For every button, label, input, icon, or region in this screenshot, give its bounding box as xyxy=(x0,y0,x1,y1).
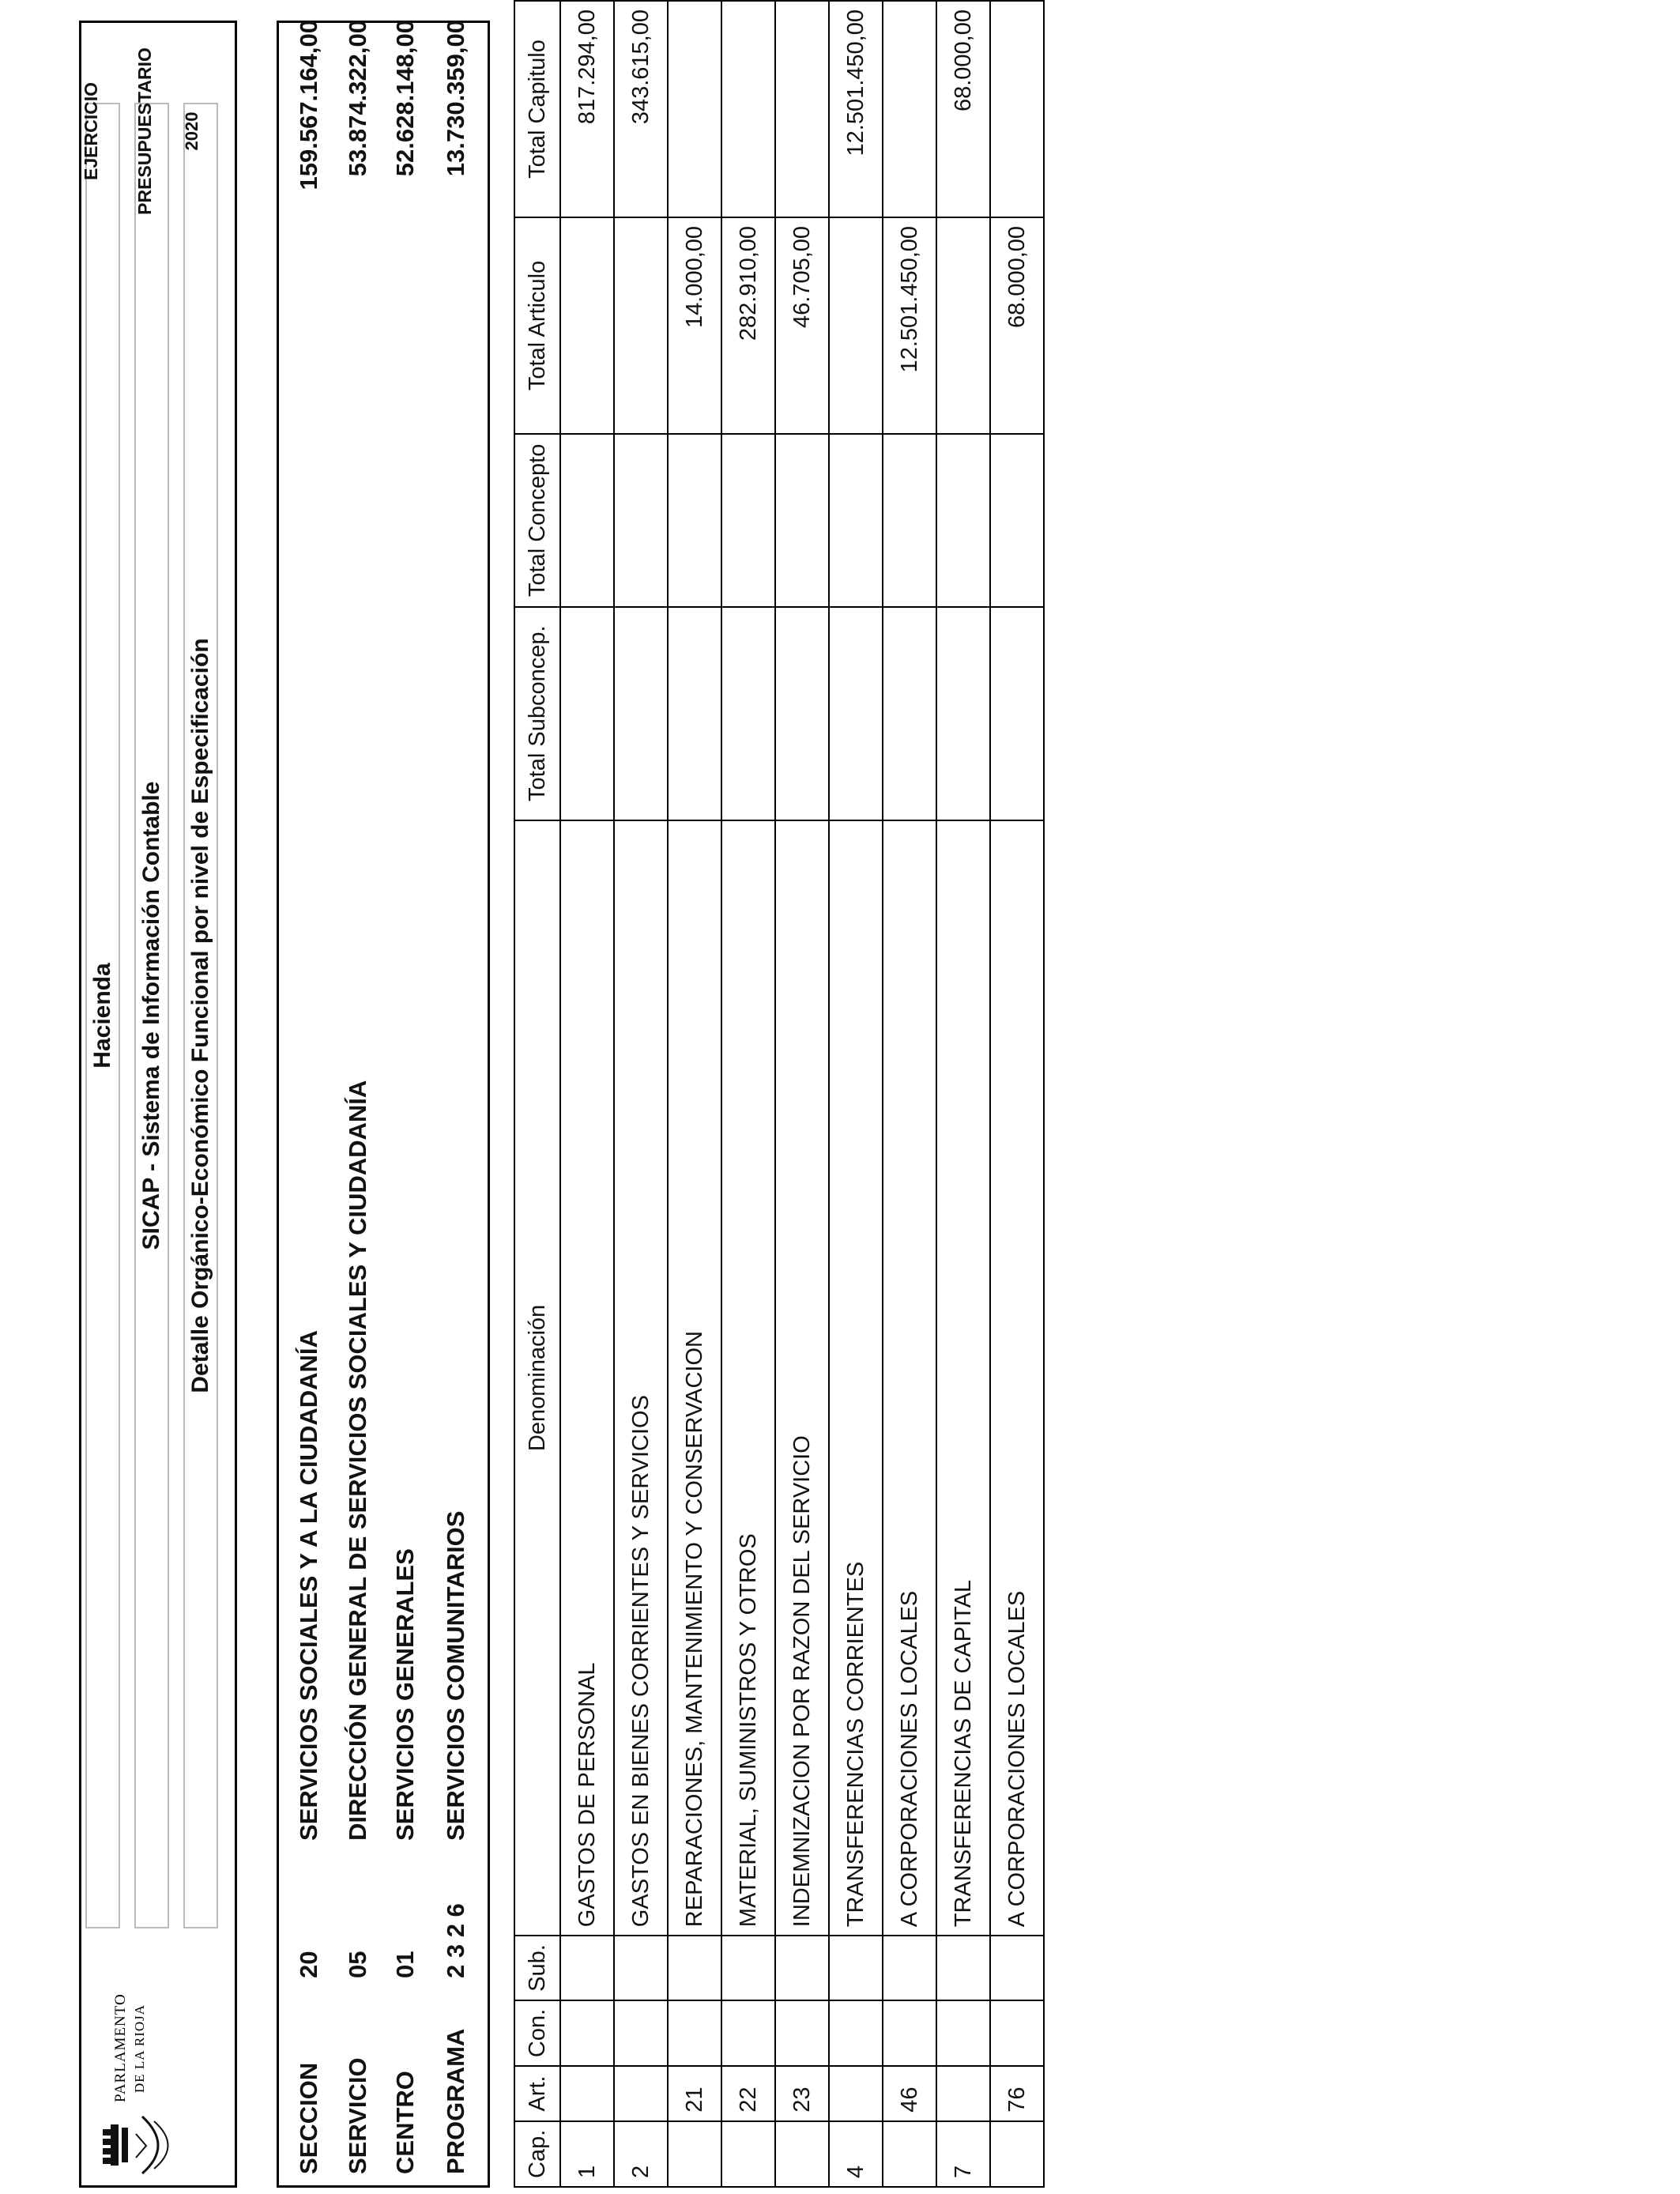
svg-text:PARLAMENTO: PARLAMENTO xyxy=(112,1993,129,2102)
col-header-cap: Cap. xyxy=(514,2121,560,2187)
seccion-row xyxy=(285,20,333,2185)
sub-cell xyxy=(990,1936,1044,2000)
total-concepto-cell xyxy=(829,434,883,607)
cap-cell xyxy=(721,2121,775,2187)
con-cell xyxy=(668,2000,721,2066)
art-cell xyxy=(829,2066,883,2121)
seccion-code: 20 xyxy=(295,1951,322,1978)
con-cell xyxy=(721,2000,775,2066)
col-header-con: Con. xyxy=(514,2000,560,2066)
con-cell xyxy=(990,2000,1044,2066)
con-cell xyxy=(936,2000,990,2066)
total-articulo-cell xyxy=(829,217,883,434)
cap-cell: 2 xyxy=(614,2121,668,2187)
programa-row xyxy=(432,20,480,2185)
seccion-amount: 159.567.164,00 xyxy=(295,20,322,190)
parliament-logo xyxy=(87,1984,221,2181)
seccion-name: SERVICIOS SOCIALES Y A LA CIUDADANÍA xyxy=(295,1330,322,1841)
sub-cell xyxy=(936,1936,990,2000)
con-cell xyxy=(614,2000,668,2066)
sub-cell xyxy=(668,1936,721,2000)
total-articulo-cell xyxy=(614,217,668,434)
total-subconcepto-cell xyxy=(936,607,990,820)
programa-amount: 13.730.359,00 xyxy=(442,20,469,177)
col-header-denominacion: Denominación xyxy=(514,820,560,1936)
denominacion-cell: A CORPORACIONES LOCALES xyxy=(883,820,936,1936)
budget-year: 2020 xyxy=(182,111,202,151)
sub-cell xyxy=(614,1936,668,2000)
total-capitulo-cell: 343.615,00 xyxy=(614,1,668,217)
cap-cell xyxy=(990,2121,1044,2187)
art-cell: 23 xyxy=(775,2066,829,2121)
total-concepto-cell xyxy=(883,434,936,607)
total-capitulo-cell xyxy=(721,1,775,217)
cap-cell: 7 xyxy=(936,2121,990,2187)
report-title: Detalle Orgánico-Económico Funcional por nivel de Especificación xyxy=(187,638,213,1393)
total-concepto-cell xyxy=(668,434,721,607)
crest-icon xyxy=(87,1984,221,2181)
header-subtitle: SICAP - Sistema de Información Contable xyxy=(138,781,164,1250)
table-row xyxy=(936,1,990,2187)
total-articulo-cell xyxy=(560,217,614,434)
total-capitulo-cell: 68.000,00 xyxy=(936,1,990,217)
art-cell xyxy=(614,2066,668,2121)
programa-name: SERVICIOS COMUNITARIOS xyxy=(442,1510,469,1841)
sub-cell xyxy=(775,1936,829,2000)
header-title: Hacienda xyxy=(89,963,115,1069)
centro-name: SERVICIOS GENERALES xyxy=(391,1548,419,1841)
col-header-art: Art. xyxy=(514,2066,560,2121)
cap-cell xyxy=(883,2121,936,2187)
centro-amount: 52.628.148,00 xyxy=(391,20,419,177)
total-articulo-cell: 12.501.450,00 xyxy=(883,217,936,434)
art-cell xyxy=(936,2066,990,2121)
denominacion-cell: A CORPORACIONES LOCALES xyxy=(990,820,1044,1936)
total-subconcepto-cell xyxy=(721,607,775,820)
denominacion-cell: GASTOS DE PERSONAL xyxy=(560,820,614,1936)
col-header-total-concepto: Total Concepto xyxy=(514,434,560,607)
table-row xyxy=(560,1,614,2187)
servicio-row xyxy=(334,20,382,2185)
total-articulo-cell: 14.000,00 xyxy=(668,217,721,434)
total-capitulo-cell xyxy=(990,1,1044,217)
programa-label: PROGRAMA xyxy=(442,2028,469,2174)
total-capitulo-cell xyxy=(775,1,829,217)
header-line-2 xyxy=(134,103,169,1928)
total-subconcepto-cell xyxy=(829,607,883,820)
servicio-amount: 53.874.322,00 xyxy=(344,20,371,177)
budget-detail-table xyxy=(514,0,1045,2188)
table-row xyxy=(721,1,775,2187)
seccion-label: SECCION xyxy=(295,2062,322,2174)
table-row xyxy=(990,1,1044,2187)
total-capitulo-cell: 817.294,00 xyxy=(560,1,614,217)
total-capitulo-cell xyxy=(668,1,721,217)
ejercicio-label: EJERCICIO xyxy=(81,82,101,180)
con-cell xyxy=(775,2000,829,2066)
servicio-label: SERVICIO xyxy=(344,2057,371,2174)
sub-cell xyxy=(883,1936,936,2000)
con-cell xyxy=(829,2000,883,2066)
table-row xyxy=(614,1,668,2187)
total-subconcepto-cell xyxy=(560,607,614,820)
total-concepto-cell xyxy=(775,434,829,607)
col-header-total-articulo: Total Articulo xyxy=(514,217,560,434)
servicio-code: 05 xyxy=(344,1951,371,1978)
presupuestario-label: PRESUPUESTARIO xyxy=(134,47,155,215)
total-subconcepto-cell xyxy=(990,607,1044,820)
denominacion-cell: GASTOS EN BIENES CORRIENTES Y SERVICIOS xyxy=(614,820,668,1936)
total-articulo-cell: 68.000,00 xyxy=(990,217,1044,434)
table-row xyxy=(829,1,883,2187)
table-body xyxy=(560,1,1044,2187)
art-cell: 76 xyxy=(990,2066,1044,2121)
svg-text:DE LA RIOJA: DE LA RIOJA xyxy=(132,2004,147,2093)
table-row xyxy=(668,1,721,2187)
total-articulo-cell xyxy=(936,217,990,434)
total-subconcepto-cell xyxy=(883,607,936,820)
table-row xyxy=(775,1,829,2187)
cap-cell: 1 xyxy=(560,2121,614,2187)
total-concepto-cell xyxy=(560,434,614,607)
sub-cell xyxy=(560,1936,614,2000)
total-concepto-cell xyxy=(990,434,1044,607)
table-header-row xyxy=(514,1,560,2187)
sub-cell xyxy=(829,1936,883,2000)
cap-cell xyxy=(775,2121,829,2187)
centro-row xyxy=(382,20,429,2185)
total-subconcepto-cell xyxy=(668,607,721,820)
centro-code: 01 xyxy=(391,1951,419,1978)
total-concepto-cell xyxy=(936,434,990,607)
header-line-3 xyxy=(183,103,218,1928)
total-capitulo-cell: 12.501.450,00 xyxy=(829,1,883,217)
denominacion-cell: REPARACIONES, MANTENIMIENTO Y CONSERVACION xyxy=(668,820,721,1936)
programa-code: 2 3 2 6 xyxy=(442,1903,469,1978)
denominacion-cell: INDEMNIZACION POR RAZON DEL SERVICIO xyxy=(775,820,829,1936)
art-cell: 22 xyxy=(721,2066,775,2121)
organic-classification-box xyxy=(277,21,490,2188)
art-cell xyxy=(560,2066,614,2121)
denominacion-cell: MATERIAL, SUMINISTROS Y OTROS xyxy=(721,820,775,1936)
col-header-total-subconcepto: Total Subconcep. xyxy=(514,607,560,820)
con-cell xyxy=(560,2000,614,2066)
col-header-total-capitulo: Total Capitulo xyxy=(514,1,560,217)
total-articulo-cell: 282.910,00 xyxy=(721,217,775,434)
total-concepto-cell xyxy=(614,434,668,607)
art-cell: 46 xyxy=(883,2066,936,2121)
art-cell: 21 xyxy=(668,2066,721,2121)
cap-cell xyxy=(668,2121,721,2187)
total-concepto-cell xyxy=(721,434,775,607)
denominacion-cell: TRANSFERENCIAS DE CAPITAL xyxy=(936,820,990,1936)
con-cell xyxy=(883,2000,936,2066)
total-articulo-cell: 46.705,00 xyxy=(775,217,829,434)
cap-cell: 4 xyxy=(829,2121,883,2187)
denominacion-cell: TRANSFERENCIAS CORRIENTES xyxy=(829,820,883,1936)
table-row xyxy=(883,1,936,2187)
header-line-1 xyxy=(85,103,120,1928)
total-subconcepto-cell xyxy=(614,607,668,820)
total-capitulo-cell xyxy=(883,1,936,217)
sub-cell xyxy=(721,1936,775,2000)
centro-label: CENTRO xyxy=(391,2071,419,2174)
total-subconcepto-cell xyxy=(775,607,829,820)
col-header-sub: Sub. xyxy=(514,1936,560,2000)
servicio-name: DIRECCIÓN GENERAL DE SERVICIOS SOCIALES Y CIUDADANÍA xyxy=(344,1080,371,1841)
